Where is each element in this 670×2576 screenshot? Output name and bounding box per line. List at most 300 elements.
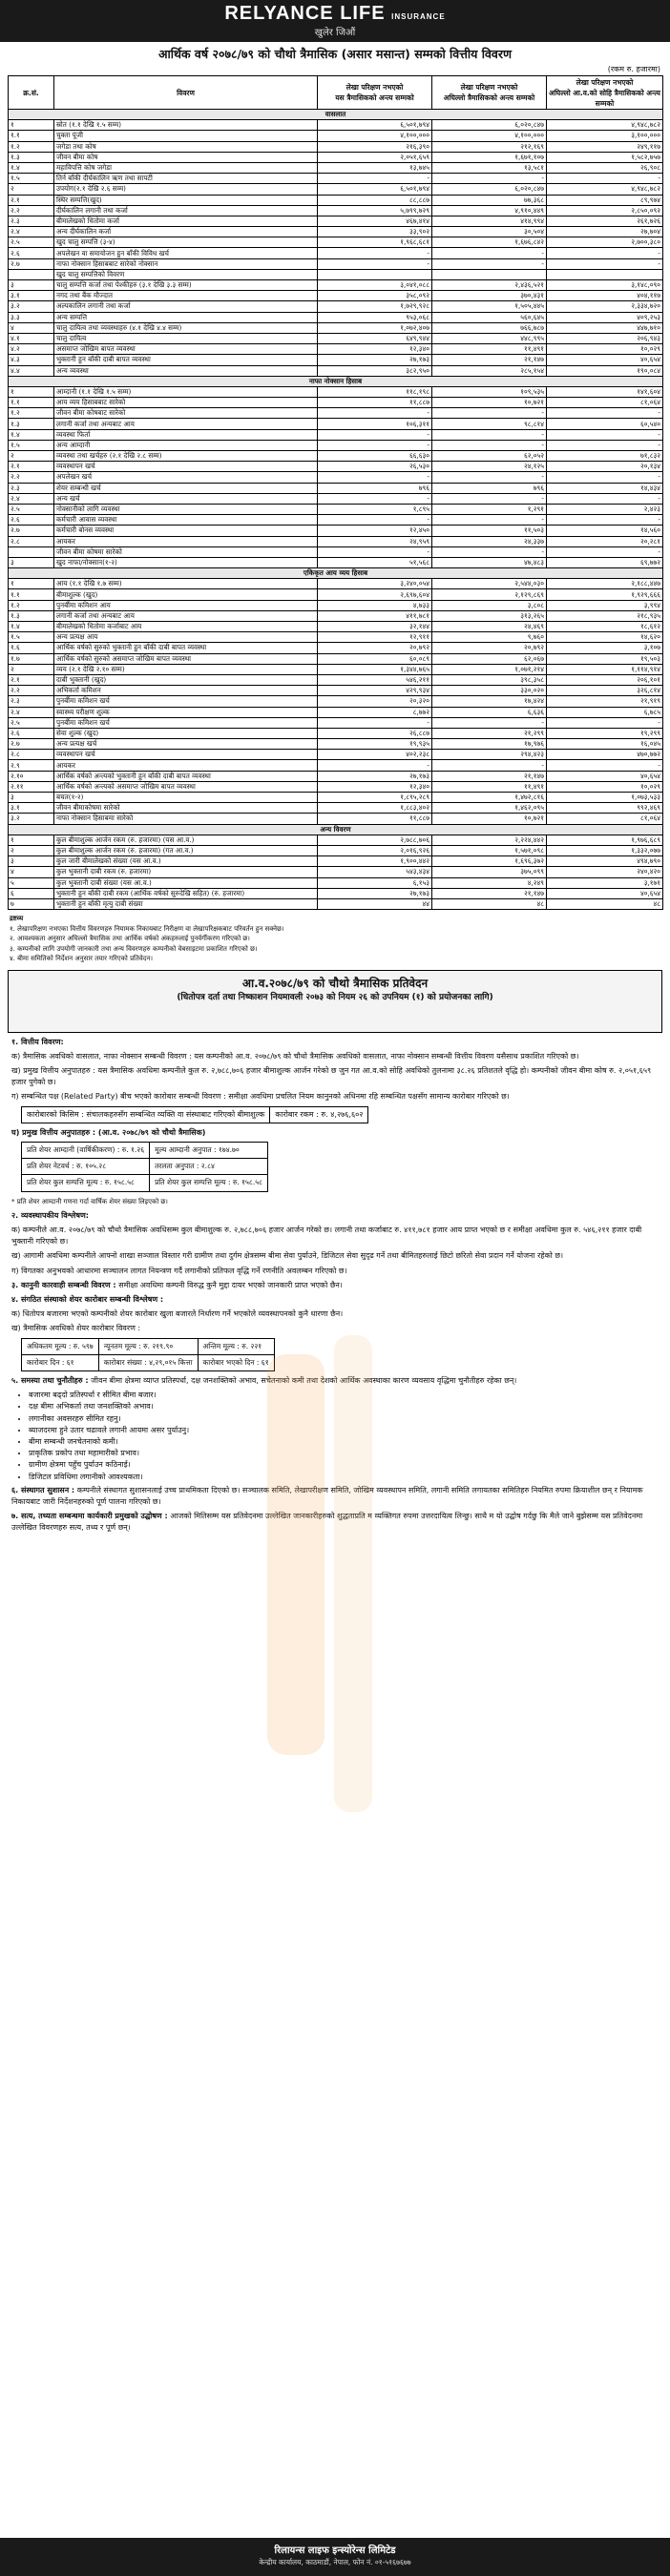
row-value: २,७८८,७०६ <box>318 835 432 845</box>
table-row <box>9 750 663 760</box>
row-value: १०,०२९ <box>547 781 663 792</box>
row-value: १,४७२,८१६ <box>432 793 547 803</box>
col-header-previous-quarter: लेखा परिक्षण नभएको अघिल्लो त्रैमासिकको अन्त्य सम्मको <box>432 76 547 110</box>
row-value: १,९७६,६८९ <box>547 835 663 845</box>
section-header-row <box>9 376 663 386</box>
row-value: ४०४,११७ <box>547 291 663 301</box>
section-heading: २. व्यवस्थापकीय विश्लेषण: <box>11 1210 89 1220</box>
row-value: ५४३,४३४ <box>318 867 432 877</box>
share-trading-table <box>21 1338 275 1371</box>
table-row <box>9 760 663 771</box>
row-value: ४०२,२३८ <box>318 750 432 760</box>
row-value: - <box>318 429 432 440</box>
row-sn: १.१ <box>9 131 54 141</box>
table-row <box>9 610 663 621</box>
row-value: ६०,०८९ <box>318 653 432 664</box>
row-value: २७,१७३ <box>318 888 432 898</box>
row-sn: २.९ <box>9 760 54 771</box>
row-label: आर्थिक वर्षको अन्त्यको असमाप्त जोखिम बापत व्यवस्था <box>54 781 318 792</box>
row-value: १९०,०८४ <box>547 365 663 376</box>
related-party-type: कारोबारको किसिम : संचालकहरुसँग सम्बन्धित व्यक्ति वा संस्थाबाट गरिएको बीमाशुल्क <box>22 1106 270 1123</box>
row-value: १३,५८१ <box>432 162 547 173</box>
share-cell: कारोबार दिन : ६१ <box>22 1354 99 1370</box>
row-value: १०,७२१ <box>432 398 547 408</box>
row-value: ४४८,९९५ <box>432 333 547 343</box>
row-value: १,९६८,६८१ <box>318 237 432 248</box>
row-label: कुल जारी बीमालेखको संख्या (यस आ.व.) <box>54 856 318 867</box>
table-row <box>9 835 663 845</box>
row-sn: १.२ <box>9 408 54 419</box>
row-value: ६४९,९४४ <box>318 333 432 343</box>
row-value: - <box>318 515 432 526</box>
row-value: ४,२४९ <box>432 877 547 888</box>
report-body <box>11 1037 659 1535</box>
row-value: २४,१२५ <box>432 462 547 472</box>
row-sn: ४ <box>9 322 54 333</box>
ratio-cell: तरलता अनुपात : २.८४ <box>150 1159 268 1175</box>
table-row <box>9 344 663 355</box>
table-row <box>9 355 663 365</box>
table-row <box>9 515 663 526</box>
row-label: स्थिर सम्पत्ति(खुद) <box>54 195 318 205</box>
row-label: आय व्यय हिसाबबाट सारेको <box>54 398 318 408</box>
row-label: पुनर्बीमा कमिशन खर्च <box>54 717 318 728</box>
row-value: ४०,६५४ <box>547 888 663 898</box>
row-value: ५४६,२११ <box>318 674 432 685</box>
row-value: - <box>432 408 547 419</box>
row-value: ५,७९९,७२९ <box>318 205 432 216</box>
row-value: २०,७९२ <box>318 643 432 653</box>
row-value: २,१८८,४४७ <box>547 579 663 589</box>
row-label: बीमालेखको धितोमा कर्जा <box>54 216 318 226</box>
section-heading: ३. कानुनी कारवाही सम्बन्धी विवरण : <box>11 1280 116 1289</box>
row-sn: ३.२ <box>9 301 54 312</box>
row-value: १,५८२,७५७ <box>547 152 663 162</box>
row-label: आम्दानी (१.१ देखि १.५ सम्म) <box>54 386 318 397</box>
row-value: ११,५०३ <box>432 526 547 536</box>
row-value: ३१३,२६५ <box>432 610 547 621</box>
paragraph: ग) सम्बन्धित पक्ष (Related Party) बीच भएको कारोबार सम्बन्धी विवरण : समीक्षा अवधिमा प्रचलित नियम कानुनको अधिनमा रहि सम्बन्धित पक्षसँग सामान्य कारोबार गरिएको छ। <box>11 1092 510 1102</box>
row-value: १,७२९,९२८ <box>318 301 432 312</box>
row-value: - <box>318 717 432 728</box>
row-value: ७६६,७८७ <box>432 322 547 333</box>
row-value: ७७,३६८ <box>432 195 547 205</box>
row-value: २,८५०,०९२ <box>547 205 663 216</box>
financial-table <box>8 75 663 910</box>
row-value: १,२९१ <box>432 504 547 514</box>
row-value: २४,३३७ <box>432 536 547 546</box>
row-sn: ४.३ <box>9 355 54 365</box>
table-row <box>9 472 663 483</box>
row-label: अभिकर्ता कमिशन <box>54 686 318 696</box>
row-sn: ३ <box>9 557 54 567</box>
row-value: - <box>547 717 663 728</box>
row-sn <box>9 269 54 279</box>
row-sn: २.३ <box>9 483 54 493</box>
row-sn: २ <box>9 664 54 674</box>
row-value: - <box>432 248 547 258</box>
challenges-list <box>29 1390 659 1483</box>
row-value: ११,८८७ <box>318 398 432 408</box>
list-item: • बजारमा बढ्दो प्रतिस्पर्धा र सीमित बीमा बजार। <box>29 1390 659 1401</box>
table-row <box>9 205 663 216</box>
row-value: ३,२४०,०५४ <box>318 579 432 589</box>
table-row <box>9 141 663 152</box>
table-row <box>9 803 663 814</box>
table-row <box>9 536 663 546</box>
row-value: २,४३६,५२१ <box>432 280 547 291</box>
row-value: १,९२९,६६६ <box>547 589 663 600</box>
ratio-cell: प्रति शेयर आम्दानी (वार्षिकीकरण) : रु. १.२६ <box>22 1142 150 1158</box>
row-value: - <box>432 515 547 526</box>
row-value: १,९००,४४२ <box>318 856 432 867</box>
row-label: खुद चालु सम्पत्ति (३-४) <box>54 237 318 248</box>
row-value: - <box>547 493 663 504</box>
row-sn: १ <box>9 835 54 845</box>
row-value: १०६,३११ <box>318 419 432 429</box>
row-label: भुक्तानी हुन बाँकी दाबी बापत व्यवस्था <box>54 355 318 365</box>
row-label: अपलेखन खर्च <box>54 472 318 483</box>
related-party-table <box>21 1106 368 1123</box>
row-value: २०,७९२ <box>432 643 547 653</box>
row-sn: २.८ <box>9 750 54 760</box>
row-label: आर्थिक वर्षको सुरुको भुक्तानी हुन बाँकी दाबी बापत व्यवस्था <box>54 643 318 653</box>
row-value: ९,७६० <box>432 632 547 643</box>
row-value: ८१,०६४ <box>547 398 663 408</box>
row-value: २६,९०८ <box>547 162 663 173</box>
row-label: असमाप्त जोखिम बापत व्यवस्था <box>54 344 318 355</box>
row-value: ७९६ <box>318 483 432 493</box>
row-label: जीवन बीमा कोषबाट सारेको <box>54 408 318 419</box>
row-label: महाविपत्ति कोष जगेडा <box>54 162 318 173</box>
row-value: २०,२८१ <box>547 536 663 546</box>
table-row <box>9 440 663 450</box>
paragraph: ख) प्रमुख वित्तीय अनुपातहरु : यस त्रैमासिक अवधिमा कम्पनीले कुल रु. २,७८८,७०६ हजार बीमाशुल्क आर्जन गरेको छ जुन गत आ.व.को सोहि अवधिको तुलनामा ३८.२६ प्रतिशतले वृद्धि हो। कम्पनीको जीवन बीमा कोष रु. २,०५१,६५९ हजार पुगेको छ। <box>11 1065 652 1087</box>
row-value: ४८ <box>432 898 547 909</box>
table-row <box>9 248 663 258</box>
row-value: ३३०,०२० <box>432 686 547 696</box>
row-value: १,०७२,४०७ <box>318 322 432 333</box>
row-value: १७,९७६ <box>432 739 547 750</box>
row-label: जीवन बीमाकोषमा सारेको <box>54 803 318 814</box>
row-value: ३,१००,००० <box>547 131 663 141</box>
row-label: अन्य दीर्घकालिन कर्जा <box>54 227 318 237</box>
row-value: १४१,६०४ <box>547 386 663 397</box>
row-value: १,६९६,३७२ <box>432 856 547 867</box>
row-label: अपलेखन वा समायोजन हुन बाँकी विविध खर्च <box>54 248 318 258</box>
row-value: १,८८३,४०२ <box>318 803 432 814</box>
row-label: लगानी कर्जा तथा अन्यबाट आय <box>54 610 318 621</box>
row-value: ३,८०८ <box>432 600 547 610</box>
table-row <box>9 717 663 728</box>
row-value: ६,१५३ <box>318 877 432 888</box>
row-value: - <box>432 174 547 184</box>
table-row <box>9 408 663 419</box>
row-sn: २.४ <box>9 707 54 717</box>
row-value: ८८,८८७ <box>318 195 432 205</box>
row-sn: २.६ <box>9 515 54 526</box>
row-value: ३७०,४३१ <box>432 291 547 301</box>
row-value: ६२,०६७ <box>432 653 547 664</box>
row-value: २९४,४२३ <box>432 750 547 760</box>
table-row <box>9 867 663 877</box>
row-label: कुल भुक्तानी दाबी रकम (रु. हजारमा) <box>54 867 318 877</box>
row-value: ३२६,८१४ <box>547 686 663 696</box>
row-value: २७,७०४ <box>547 227 663 237</box>
row-label: स्वास्थ्य परीक्षण शुल्क <box>54 707 318 717</box>
row-value: २०,३२० <box>318 696 432 707</box>
row-value: ७१,८३२ <box>547 451 663 462</box>
table-row <box>9 696 663 707</box>
row-sn: २.३ <box>9 696 54 707</box>
section-title: अन्य विवरण <box>9 824 663 835</box>
section-title: एकिकृत आय व्यय हिसाब <box>9 568 663 579</box>
row-value: ३२,१४४ <box>318 622 432 632</box>
row-value: ४२९,९३४ <box>318 686 432 696</box>
section-header-row <box>9 568 663 579</box>
row-value: १,६७६,८४२ <box>432 237 547 248</box>
row-value: २४०,४२० <box>547 867 663 877</box>
row-value: - <box>547 258 663 269</box>
table-row <box>9 546 663 557</box>
row-value: ४७,४८३ <box>432 557 547 567</box>
table-row <box>9 280 663 291</box>
list-item: • दक्ष बीमा अभिकर्ता तथा जनशक्तिको अभाव। <box>29 1401 659 1412</box>
row-label: अन्य प्रत्यक्ष आय <box>54 632 318 643</box>
row-label: दाबी भुक्तानी (खुद) <box>54 674 318 685</box>
table-row <box>9 312 663 322</box>
section-header-row <box>9 110 663 120</box>
row-sn: २.७ <box>9 739 54 750</box>
section-heading: ४. संगठित संस्थाको शेयर कारोबार सम्बन्धी विश्लेषण : <box>11 1295 164 1305</box>
table-row <box>9 131 663 141</box>
row-value: ४११,७८१ <box>318 610 432 621</box>
row-value: ११८,१९८ <box>318 386 432 397</box>
table-row <box>9 451 663 462</box>
row-label: अन्य खर्च <box>54 493 318 504</box>
col-header-this-quarter: लेखा परिक्षण नभएको यस त्रैमासिकको अन्त्य सम्मको <box>318 76 432 110</box>
row-label: बचत(१-२) <box>54 793 318 803</box>
table-row <box>9 333 663 343</box>
row-label: जीवन बीमा कोष <box>54 152 318 162</box>
row-value: - <box>318 408 432 419</box>
row-label: खुद चालु सम्पत्तिको विवरण <box>54 269 318 279</box>
list-item: • डिजिटल प्रविधिमा लगानीको आवश्यकता। <box>29 1472 659 1483</box>
row-value: १,५७१,०९८ <box>432 845 547 855</box>
row-sn: ७ <box>9 898 54 909</box>
footer-address: केन्द्रीय कार्यालय, काठमाडौं, नेपाल, फोन नं. ०१-५१६७६७७ <box>259 2558 411 2566</box>
table-row <box>9 365 663 376</box>
table-row <box>9 643 663 653</box>
table-row <box>9 898 663 909</box>
row-value: ४४७,७१० <box>547 322 663 333</box>
row-value: ६,०२०,८४७ <box>432 120 547 131</box>
row-label: आर्थिक वर्षको अन्त्यको भुक्तानी हुन बाँकी दाबी बापत व्यवस्था <box>54 771 318 781</box>
row-sn: १.५ <box>9 174 54 184</box>
ratio-cell: प्रति शेयर कुल सम्पत्ति मूल्य : रु. १५८.५८ <box>150 1175 268 1191</box>
table-row <box>9 674 663 685</box>
row-sn: २.८ <box>9 536 54 546</box>
row-label: कर्मचारी आवास व्यवस्था <box>54 515 318 526</box>
row-value: ४,९४८,७८२ <box>547 184 663 195</box>
row-sn: १.४ <box>9 429 54 440</box>
row-value: - <box>318 472 432 483</box>
row-sn: ३.१ <box>9 291 54 301</box>
table-row <box>9 152 663 162</box>
row-value: - <box>318 440 432 450</box>
row-value: ३५८,०९२ <box>318 291 432 301</box>
row-value: १०,७२१ <box>432 814 547 824</box>
row-label: जीवन बीमा कोषमा सारेको <box>54 546 318 557</box>
row-label: पुनर्बीमा कमिशन आय <box>54 600 318 610</box>
table-row <box>9 227 663 237</box>
table-row <box>9 174 663 184</box>
row-value: - <box>547 248 663 258</box>
row-value: १२,४५० <box>318 526 432 536</box>
row-value: - <box>432 546 547 557</box>
row-sn: ३.२ <box>9 814 54 824</box>
table-row <box>9 269 663 279</box>
share-cell: कारोबार भएको दिन : ६१ <box>198 1354 274 1370</box>
row-label: कुल भुक्तानी दाबी संख्या (यस आ.व.) <box>54 877 318 888</box>
ratio-table <box>21 1142 268 1192</box>
section-heading: १. वित्तीय विवरण: <box>11 1037 64 1046</box>
row-label: आर्थिक वर्षको सुरुको असमाप्त जोखिम बापत व्यवस्था <box>54 653 318 664</box>
table-row <box>9 632 663 643</box>
table-row <box>9 845 663 855</box>
row-sn: १.७ <box>9 653 54 664</box>
unit-note: (रकम रु. हजारमा) <box>607 65 660 73</box>
section-heading: घ) प्रमुख वित्तीय अनुपातहरु : (आ.व. २०७८/७९ को चौथो त्रैमासिक) <box>11 1127 206 1137</box>
ratio-cell: प्रति शेयर कुल सम्पत्ति मूल्य : रु. १५८.५८ <box>22 1175 150 1191</box>
row-label: चालु दायित्व <box>54 333 318 343</box>
row-value: ८,७७२ <box>318 707 432 717</box>
row-value: ४१४,९९४ <box>432 216 547 226</box>
row-value: १२,३४० <box>318 781 432 792</box>
row-value: २६१,७२६ <box>547 216 663 226</box>
row-value: - <box>432 429 547 440</box>
row-value: २४९,११७ <box>547 141 663 152</box>
row-sn: १ <box>9 120 54 131</box>
section-header-row <box>9 824 663 835</box>
row-value: २१२,१६९ <box>432 141 547 152</box>
row-label: शेयर सम्बन्धी खर्च <box>54 483 318 493</box>
row-label: भुक्तानी हुन बाँकी मृत्यु दाबी संख्या <box>54 898 318 909</box>
table-row <box>9 781 663 792</box>
row-value <box>318 269 432 279</box>
row-sn: २.५ <box>9 717 54 728</box>
row-value: २१६,३९० <box>318 141 432 152</box>
row-value: ६,५०१,७९४ <box>318 184 432 195</box>
row-label: कर्मचारी बोनस व्यवस्था <box>54 526 318 536</box>
row-sn: १.३ <box>9 419 54 429</box>
row-value: २०६,९४३ <box>547 333 663 343</box>
row-label: दीर्घकालिन लगानी तथा कर्जा <box>54 205 318 216</box>
table-row <box>9 526 663 536</box>
table-row <box>9 653 663 664</box>
row-value: ४८ <box>547 898 663 909</box>
paragraph: क) कम्पनीले आ.व. २०७८/७९ को चौथो त्रैमासिक अवधिसम्म कुल बीमाशुल्क रु. २,७८८,७०६ हजार आर्जन गरेको छ। लगानी तथा कर्जाबाट रु. ४११,७८१ हजार आय प्राप्त भएको छ र समीक्षा अवधिमा कुल रु. ५४६,२११ हजार दाबी भुक्तानी गरिएको छ। <box>11 1226 642 1247</box>
row-value: - <box>547 429 663 440</box>
note-item: ४. बीमा समितिको निर्देशन अनुसार तयार गरिएको प्रतिवेदन। <box>10 955 154 963</box>
row-value: ४९४,७९० <box>547 856 663 867</box>
table-row <box>9 686 663 696</box>
row-sn: २.३ <box>9 216 54 226</box>
row-sn: १.१ <box>9 589 54 600</box>
list-item: • ग्रामीण क्षेत्रमा पहुँच पुर्याउन कठिनाई। <box>29 1459 659 1471</box>
row-value: - <box>547 440 663 450</box>
table-row <box>9 707 663 717</box>
paragraph: ग) विगतका अनुभवको आधारमा सञ्चालन लागत नियन्त्रण गर्दै लगानीको प्रतिफल वृद्धि गर्ने रणनीति अवलम्बन गरिएको छ। <box>11 1266 347 1275</box>
row-value: १३,७४५ <box>318 162 432 173</box>
row-value: ४६७,४१४ <box>318 216 432 226</box>
row-value: ८१,०६४ <box>547 814 663 824</box>
row-sn: ४ <box>9 867 54 877</box>
row-value: २६,५३० <box>318 462 432 472</box>
row-sn: ४.२ <box>9 344 54 355</box>
row-value: - <box>547 515 663 526</box>
row-label: तिर्न बाँकी दीर्घकालिन ऋण तथा सापटी <box>54 174 318 184</box>
row-label: अन्य सम्पत्ति <box>54 312 318 322</box>
row-value: १,०७१,२१४ <box>432 664 547 674</box>
row-value: २,२२४,४४२ <box>432 835 547 845</box>
table-row <box>9 557 663 567</box>
row-value: ११,८८७ <box>318 814 432 824</box>
row-sn: २.२ <box>9 472 54 483</box>
col-header-particulars: विवरण <box>54 76 318 110</box>
row-sn: २.५ <box>9 504 54 514</box>
row-label: नाफा नोक्सान हिसाबबाट सारेको नोक्सान <box>54 258 318 269</box>
row-value: २,३३४,७२० <box>547 301 663 312</box>
table-row <box>9 579 663 589</box>
row-value: ६६,६३० <box>318 451 432 462</box>
row-value: ११,४९१ <box>432 781 547 792</box>
row-sn <box>9 546 54 557</box>
row-value: ९५३,०६८ <box>318 312 432 322</box>
row-value: - <box>318 760 432 771</box>
table-row <box>9 429 663 440</box>
row-label: स्रोत (१.१ देखि १.५ सम्म) <box>54 120 318 131</box>
row-sn: २.१० <box>9 771 54 781</box>
paragraph: समीक्षा अवधिमा कम्पनी विरुद्ध कुनै मुद्दा दायर भएको जानकारी प्राप्त भएको छैन। <box>118 1280 343 1289</box>
section-heading: ६. संस्थागत सुशासन : <box>11 1485 75 1494</box>
row-value: ५६०,६४५ <box>432 312 547 322</box>
row-value: ४,१००,००० <box>432 131 547 141</box>
row-label: कुल बीमाशुल्क आर्जन रकम (रु. हजारमा) (गत आ.व.) <box>54 845 318 855</box>
report-title: आ.व.२०७८/७९ को चौथो त्रैमासिक प्रतिवेदन <box>241 976 429 990</box>
row-label: अन्य प्रत्यक्ष खर्च <box>54 739 318 750</box>
row-sn: २.६ <box>9 248 54 258</box>
row-value: - <box>547 174 663 184</box>
notes-heading: द्रष्टव्य <box>10 915 24 923</box>
table-row <box>9 771 663 781</box>
row-value: २७,१७३ <box>318 355 432 365</box>
table-row <box>9 120 663 131</box>
row-value: ३८२,९५० <box>318 365 432 376</box>
row-sn: ४.१ <box>9 333 54 343</box>
row-value: १,६७१,१०७ <box>432 152 547 162</box>
table-row <box>9 600 663 610</box>
footer-company: रिलायन्स लाइफ इन्स्योरेन्स लिमिटेड <box>274 2545 396 2556</box>
row-value: ६,०२०,८४७ <box>432 184 547 195</box>
row-value: २,०५१,६५९ <box>318 152 432 162</box>
page-header <box>0 0 670 42</box>
list-item: • ब्याजदरमा हुने उतार चढावले लगानी आयमा असर पुर्याउनु। <box>29 1425 659 1436</box>
row-value: १,११४,९१४ <box>547 664 663 674</box>
row-value: ६,५०१,७९४ <box>318 120 432 131</box>
row-value: १८,६१२ <box>547 622 663 632</box>
row-label: जगेडा तथा कोष <box>54 141 318 152</box>
